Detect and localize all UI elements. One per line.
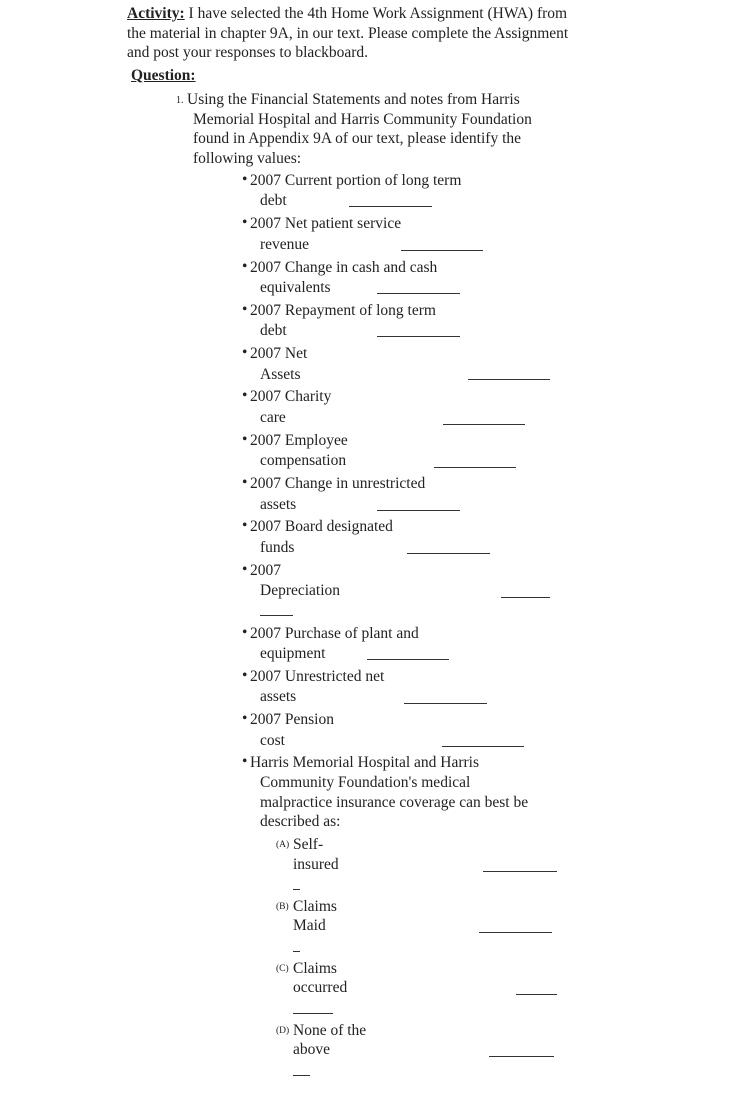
item-label: 2007 Repayment of long term	[250, 302, 436, 319]
option-label: Claims	[293, 960, 337, 977]
malpractice-line: Community Foundation's medical	[260, 774, 471, 791]
option-letter: (A)	[276, 840, 290, 850]
answer-line[interactable]	[489, 1056, 554, 1057]
item-label-cont: cost	[260, 732, 285, 749]
item-label: 2007 Purchase of plant and	[250, 625, 419, 642]
bullet-icon: •	[242, 171, 248, 188]
item-label: 2007 Employee	[250, 432, 348, 449]
answer-line[interactable]	[367, 659, 449, 660]
item-label: 2007 Net	[250, 345, 308, 362]
answer-line[interactable]	[434, 467, 516, 468]
option-label-cont: occurred	[293, 979, 348, 996]
answer-line[interactable]	[501, 597, 550, 598]
bullet-icon: •	[242, 214, 248, 231]
bullet-icon: •	[242, 431, 248, 448]
item-label-cont: Depreciation	[260, 582, 341, 599]
bullet-icon: •	[242, 624, 248, 641]
option-label: Claims	[293, 898, 337, 915]
activity-text: I have selected the 4th Home Work Assignment (HWA) from the material in chapter 9A, in our text. Please complete the Assignment and post your responses to blackboard.	[127, 5, 569, 61]
answer-line[interactable]	[404, 703, 487, 704]
item-label: 2007 Unrestricted net	[250, 668, 385, 685]
item-label: 2007 Pension	[250, 711, 334, 728]
item-label-cont: care	[260, 409, 286, 426]
item-label-cont: funds	[260, 539, 295, 556]
bullet-icon: •	[242, 474, 248, 491]
option-label-cont: above	[293, 1041, 331, 1058]
item-label-cont: debt	[260, 192, 287, 209]
option-letter: (C)	[276, 964, 289, 974]
item-label: 2007 Change in cash and cash	[250, 259, 438, 276]
item-label: 2007 Current portion of long term	[250, 172, 462, 189]
item-label-cont: debt	[260, 322, 287, 339]
item-label: 2007	[250, 562, 281, 579]
answer-line[interactable]	[401, 250, 483, 251]
item-label-cont: equivalents	[260, 279, 331, 296]
item-label: 2007 Change in unrestricted	[250, 475, 426, 492]
option-label: None of the	[293, 1022, 367, 1039]
bullet-icon: •	[242, 301, 248, 318]
answer-line[interactable]	[442, 746, 524, 747]
answer-line[interactable]	[377, 336, 460, 337]
item-label-cont: compensation	[260, 452, 347, 469]
answer-line[interactable]	[479, 932, 552, 933]
answer-line[interactable]	[468, 379, 550, 380]
item-label: 2007 Charity	[250, 388, 332, 405]
answer-line-cont	[260, 615, 293, 616]
item-label: 2007 Net patient service	[250, 215, 402, 232]
answer-line-cont	[293, 1075, 310, 1076]
bullet-icon: •	[242, 344, 248, 361]
question-text: Using the Financial Statements and notes from Harris Memorial Hospital and Harris Community Foundation found in Appendix 9A of our text, please identify the following values:	[187, 91, 532, 167]
bullet-icon: •	[242, 561, 248, 578]
answer-line-cont	[293, 1013, 333, 1014]
item-label-cont: Assets	[260, 366, 301, 383]
activity-label: Activity:	[127, 5, 185, 22]
question-number: 1.	[176, 95, 184, 106]
malpractice-line: described as:	[260, 813, 341, 830]
item-label-cont: revenue	[260, 236, 310, 253]
option-label-cont: insured	[293, 856, 339, 873]
question-heading: Question:	[131, 67, 196, 84]
bullet-icon: •	[242, 710, 248, 727]
option-letter: (D)	[276, 1026, 290, 1036]
bullet-icon: •	[242, 667, 248, 684]
bullet-icon: •	[242, 753, 248, 770]
option-label: Self-	[293, 836, 324, 853]
option-letter: (B)	[276, 902, 289, 912]
answer-line-cont	[293, 889, 300, 890]
malpractice-line: malpractice insurance coverage can best be	[260, 794, 529, 811]
answer-line[interactable]	[516, 994, 557, 995]
item-label: 2007 Board designated	[250, 518, 393, 535]
answer-line[interactable]	[443, 424, 525, 425]
answer-line[interactable]	[407, 553, 490, 554]
bullet-icon: •	[242, 517, 248, 534]
answer-line[interactable]	[349, 206, 432, 207]
activity-intro	[127, 4, 572, 63]
item-label-cont: assets	[260, 496, 297, 513]
item-label-cont: assets	[260, 688, 297, 705]
bullet-icon: •	[242, 258, 248, 275]
answer-line[interactable]	[377, 510, 460, 511]
malpractice-line: Harris Memorial Hospital and Harris	[250, 754, 479, 771]
answer-line[interactable]	[483, 871, 557, 872]
bullet-icon: •	[242, 387, 248, 404]
answer-line[interactable]	[377, 293, 460, 294]
option-label-cont: Maid	[293, 917, 326, 934]
item-label-cont: equipment	[260, 645, 326, 662]
answer-line-cont	[293, 951, 300, 952]
